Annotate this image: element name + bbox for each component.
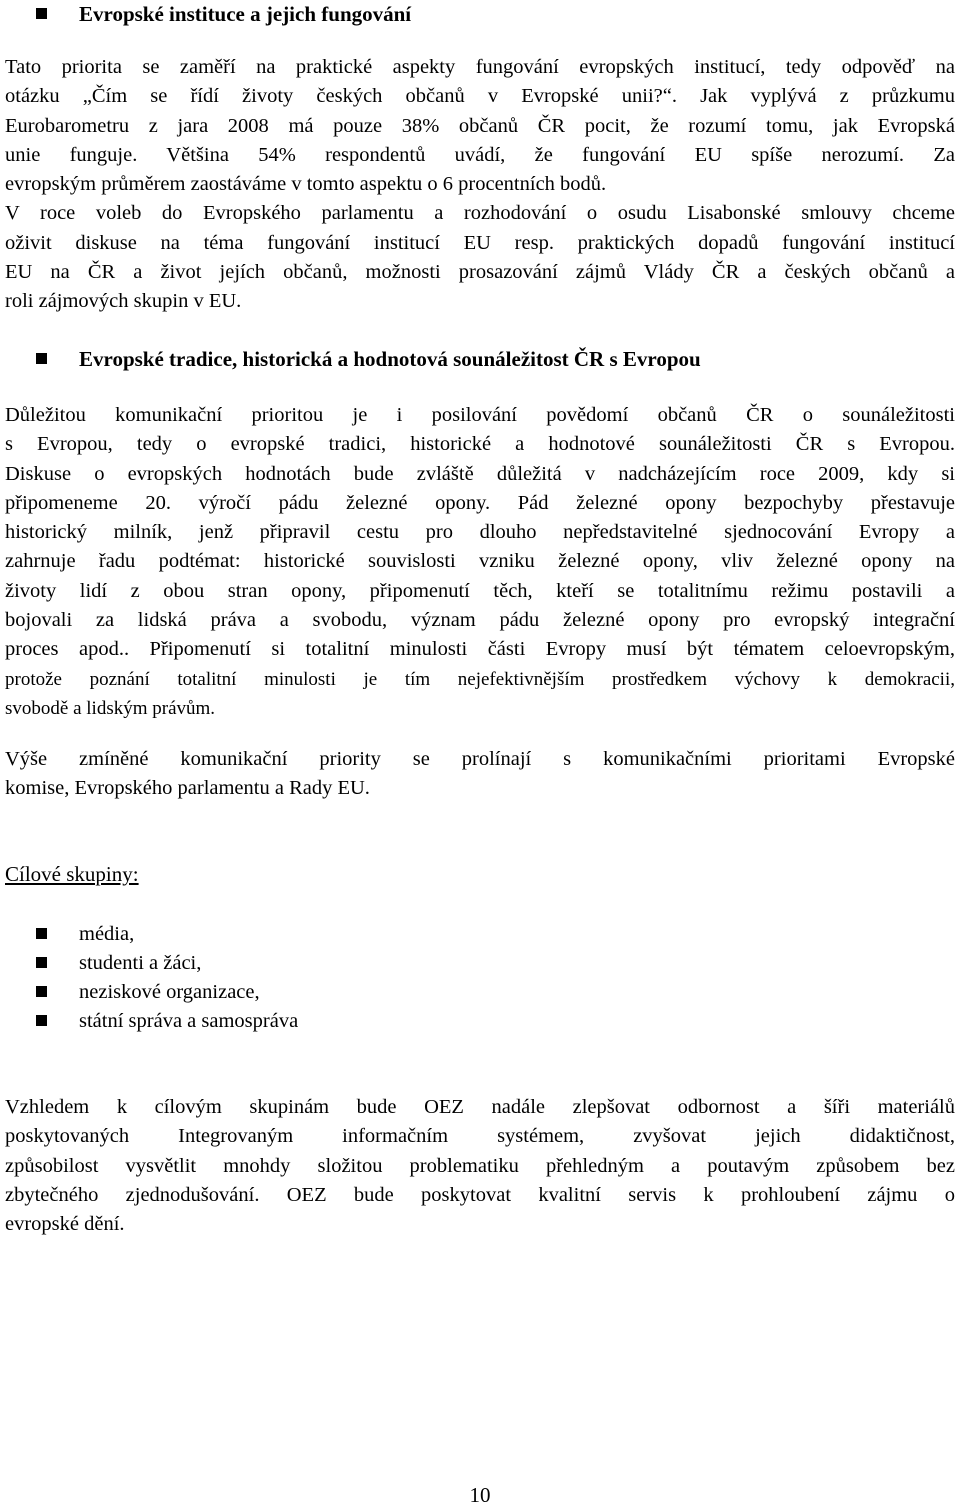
list-item-label: státní správa a samospráva	[79, 1010, 299, 1032]
section-heading-text: Evropské instituce a jejich fungování	[79, 2, 412, 26]
text-line: historický milník, jenž připravil cestu pro dlouho nepředstavitelné sjednocování Evropy a	[5, 521, 955, 544]
list-item	[5, 949, 955, 978]
text-line: Důležitou komunikační prioritou je i posilování povědomí občanů ČR o sounáležitosti	[5, 404, 955, 426]
paragraph-target-groups	[5, 1093, 955, 1239]
page-number: 10	[469, 1483, 491, 1507]
text-line: poskytovaných Integrovaným informačním systémem, zvyšovat jejich didaktičnost,	[5, 1125, 955, 1148]
text-line: svobodě a lidským právům.	[5, 697, 216, 719]
text-line: evropské dění.	[5, 1213, 125, 1236]
text-line: otázku „Čím se řídí životy českých občanů v Evropské unii?“. Jak vyplývá z průzkumu	[5, 85, 955, 108]
target-groups-list	[5, 920, 955, 1036]
paragraph-institutions	[5, 53, 955, 317]
text-line: proces apod.. Připomenutí si totalitní minulosti části Evropy musí být tématem celoevropským,	[5, 638, 955, 661]
text-line: způsobilost vysvětlit mnohdy složitou problematiku přehledným a poutavým způsobem bez	[5, 1154, 955, 1177]
text-line: Výše zmíněné komunikační priority se prolínají s komunikačními prioritami Evropské	[5, 748, 955, 770]
text-line: připomeneme 20. výročí pádu železné opony. Pád železné opony bezpochyby přestavuje	[5, 491, 955, 514]
text-line: evropským průměrem zaostáváme v tomto aspektu o 6 procentních bodů.	[5, 173, 607, 196]
target-groups-heading-text: Cílové skupiny:	[5, 862, 139, 886]
text-line: komise, Evropského parlamentu a Rady EU.	[5, 777, 370, 800]
section-heading-institutions	[5, 0, 955, 29]
section-heading-text: Evropské tradice, historická a hodnotová sounáležitost ČR s Evropou	[79, 347, 701, 371]
square-bullet-icon	[36, 957, 47, 968]
text-line: Tato priorita se zaměří na praktické aspekty fungování evropských institucí, tedy odpověď na	[5, 56, 955, 78]
text-line: unie funguje. Většina 54% respondentů uvádí, že fungování EU spíše nerozumí. Za	[5, 143, 955, 166]
section-heading-traditions	[5, 345, 955, 374]
list-item	[5, 978, 955, 1007]
text-line: oživit diskuse na téma fungování institucí EU resp. praktických dopadů fungování institucí	[5, 231, 955, 254]
text-line: EU na ČR a život jejích občanů, možnosti prosazování zájmů Vlády ČR a českých občanů a	[5, 261, 955, 284]
square-bullet-icon	[36, 1015, 47, 1026]
paragraph-traditions	[5, 401, 955, 723]
list-item	[5, 1007, 955, 1036]
text-line: zahrnuje řadu podtémat: historické souvislosti vzniku železné opony, vliv železné opony na	[5, 550, 955, 573]
list-item-label: studenti a žáci,	[79, 952, 202, 974]
text-line: životy lidí z obou stran opony, připomenutí těch, kteří se totalitnímu režimu postavili a	[5, 579, 955, 602]
square-bullet-icon	[36, 928, 47, 939]
text-line: Vzhledem k cílovým skupinám bude OEZ nadále zlepšovat odbornost a šíři materiálů	[5, 1096, 955, 1118]
list-item	[5, 920, 955, 949]
list-item-label: neziskové organizace,	[79, 981, 260, 1003]
text-line: roli zájmových skupin v EU.	[5, 290, 242, 313]
paragraph-priorities-overlap	[5, 745, 955, 804]
text-line: protože poznání totalitní minulosti je tím nejefektivnějším prostředkem výchovy k demokracii,	[5, 668, 955, 690]
text-line: zbytečného zjednodušování. OEZ bude poskytovat kvalitní servis k prohloubení zájmu o	[5, 1183, 955, 1206]
square-bullet-icon	[36, 986, 47, 997]
list-item-label: média,	[79, 923, 135, 945]
text-line: V roce voleb do Evropského parlamentu a rozhodování o osudu Lisabonské smlouvy chceme	[5, 202, 955, 225]
target-groups-heading	[5, 862, 955, 887]
square-bullet-icon	[36, 353, 47, 364]
text-line: bojovali za lidská práva a svobodu, význam pádu železné opony pro evropský integrační	[5, 609, 955, 632]
text-line: Diskuse o evropských hodnotách bude zvláště důležitá v nadcházejícím roce 2009, kdy si	[5, 462, 955, 485]
text-line: s Evropou, tedy o evropské tradici, historické a hodnotové sounáležitosti ČR s Evropou.	[5, 433, 955, 456]
square-bullet-icon	[36, 8, 47, 19]
text-line: Eurobarometru z jara 2008 má pouze 38% občanů ČR pocit, že rozumí tomu, jak Evropská	[5, 114, 955, 137]
